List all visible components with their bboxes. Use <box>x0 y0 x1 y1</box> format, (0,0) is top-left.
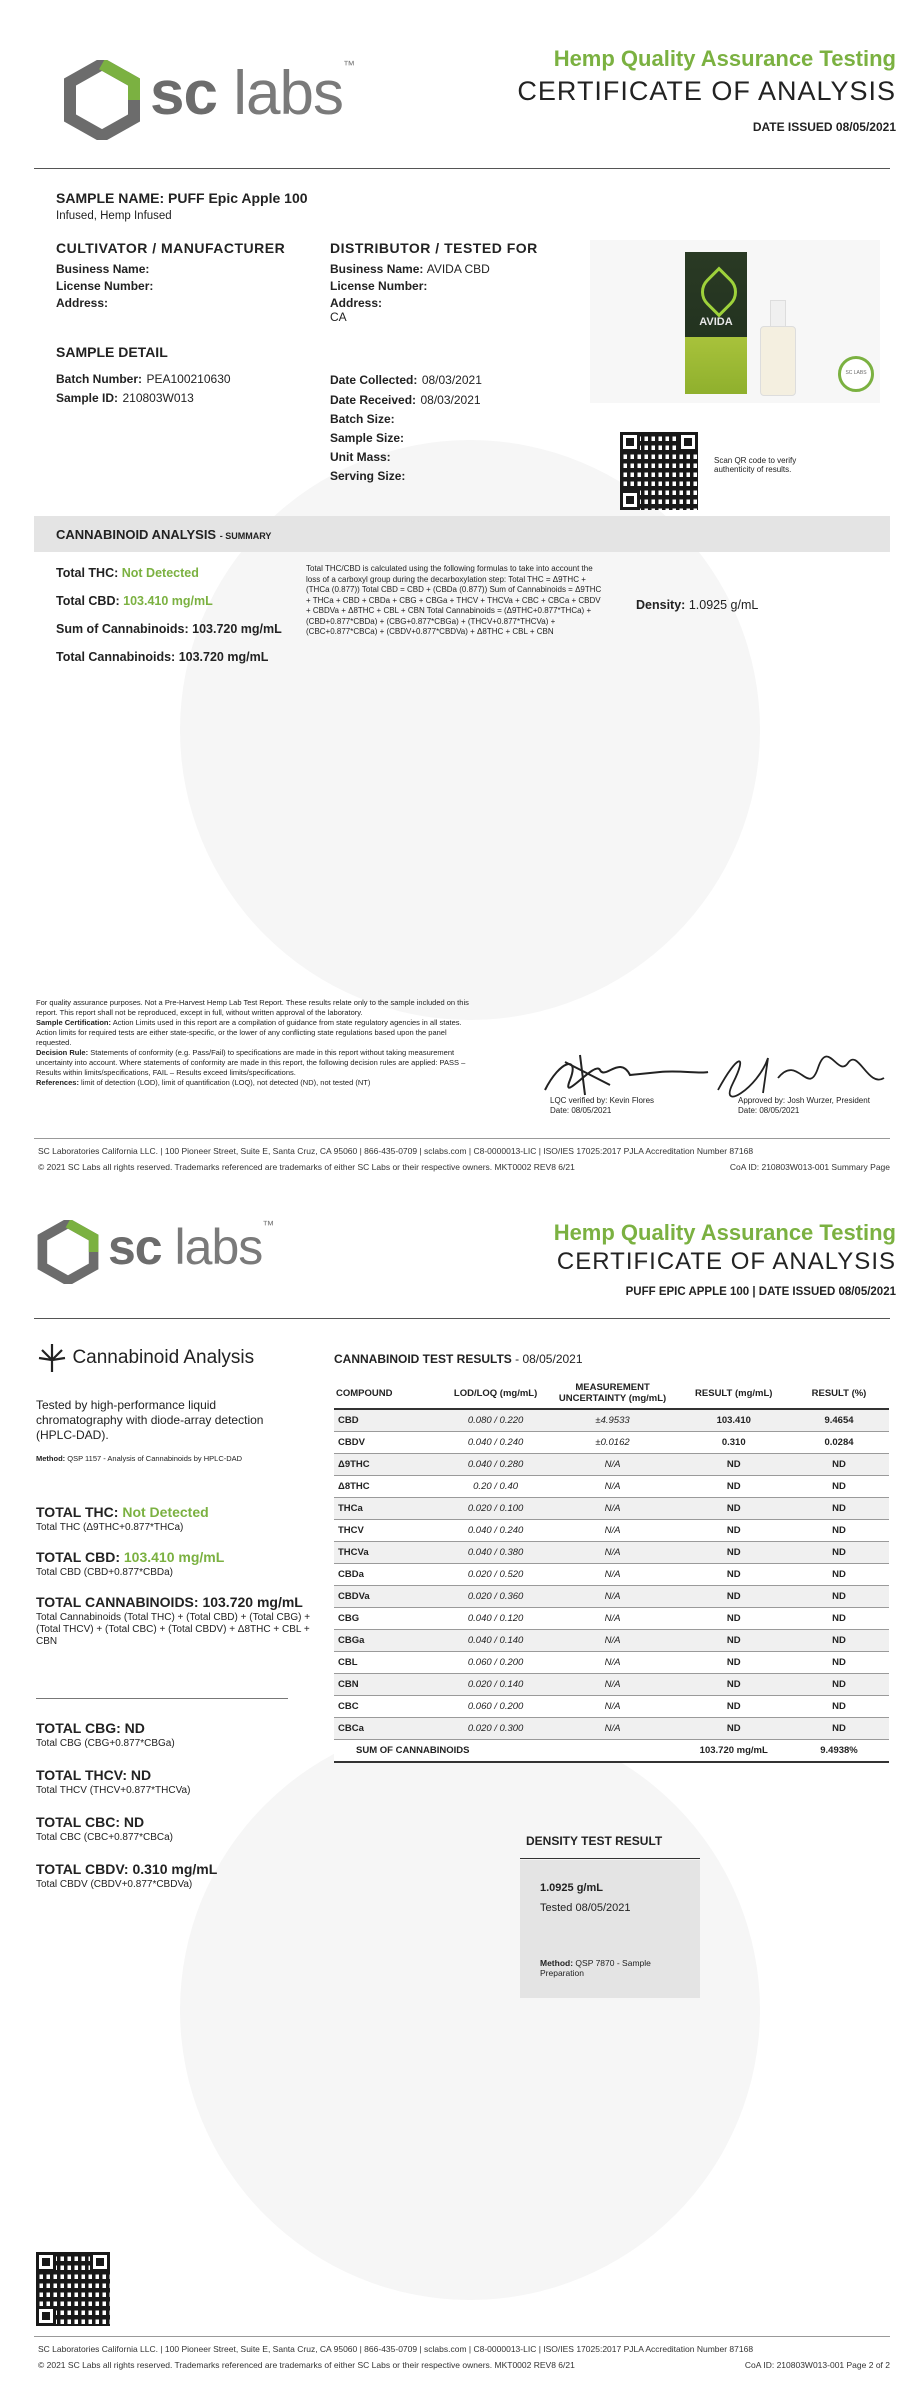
table-cell-result-pct: ND <box>789 1674 889 1696</box>
table-cell-compound: CBD <box>334 1409 445 1432</box>
summary-sum-cannabinoids: Sum of Cannabinoids: 103.720 mg/mL <box>56 622 282 636</box>
table-row <box>334 1696 889 1718</box>
table-row <box>334 1564 889 1586</box>
table-cell-result-mg: 103.410 <box>678 1409 789 1432</box>
table-cell-result-mg: ND <box>678 1652 789 1674</box>
disclaimer-decision: Decision Rule: Statements of conformity (e.g. Pass/Fail) to specifications are made in this report without taking measurement uncertainty into account. Where statements of conformity are made in this report, the following decision rules are applied: PASS – Results within limits/specifications, FAIL – Results exceed limits/specifications. <box>36 1048 466 1077</box>
table-cell-result-mg: ND <box>678 1608 789 1630</box>
table-row <box>334 1476 889 1498</box>
formula-text: Total THC/CBD is calculated using the following formulas to take into account the loss of a carboxyl group during the decarboxylation step: Total THC = Δ9THC + (THCa (0.877)) Total CBD = CBD + (CBDa (0.877)) Sum of Cannabinoids = Δ9THC + THCa + CBD + CBDa + CBG + CBGa + THCV + THCVa + CBC + CBCa + CBDV + CBDVa + Δ8THC + CBL + CBN Total Cannabinoids = (Δ9THC+0.877*THCa) + (CBD+0.877*CBDa) + (CBG+0.877*CBGa) + (THCV+0.877*THCVa) + (CBC+0.877*CBCa) + (CBDV+0.877*CBDVa) + Δ8THC + CBL + CBN <box>306 564 602 636</box>
date-issued: DATE ISSUED 08/05/2021 <box>752 120 896 134</box>
total-cbg: TOTAL CBG: ND <box>36 1720 145 1736</box>
table-cell-result-mg: ND <box>678 1630 789 1652</box>
total-cannabinoids-formula: Total Cannabinoids (Total THC) + (Total CBD) + (Total CBG) + (Total THCV) + (Total CBC) + (Total CBDV) + Δ8THC + CBL + CBN <box>36 1612 311 1647</box>
table-cell-result-pct: ND <box>789 1718 889 1740</box>
cultivator-business-name: Business Name: <box>56 262 150 276</box>
table-row <box>334 1718 889 1740</box>
table-cell-result-pct: ND <box>789 1520 889 1542</box>
table-cell-compound: CBL <box>334 1652 445 1674</box>
badge-text: SC LABS <box>845 370 867 376</box>
cultivator-license: License Number: <box>56 279 154 293</box>
hemp-qa-title: Hemp Quality Assurance Testing <box>553 46 896 71</box>
sc-labs-logo <box>62 58 362 148</box>
product-box-text: AVIDA <box>699 316 733 328</box>
total-thcv-formula: Total THCV (THCV+0.877*THCVa) <box>36 1785 191 1796</box>
product-box <box>685 252 747 394</box>
table-cell-lod-loq: 0.040 / 0.140 <box>445 1630 547 1652</box>
table-row <box>334 1586 889 1608</box>
table-cell-result-pct: ND <box>789 1652 889 1674</box>
table-cell-compound: CBCa <box>334 1718 445 1740</box>
table-cell-compound: CBDV <box>334 1432 445 1454</box>
table-cell-result-pct: ND <box>789 1476 889 1498</box>
table-cell-uncertainty: N/A <box>547 1652 679 1674</box>
table-cell-uncertainty: N/A <box>547 1674 679 1696</box>
cultivator-block <box>56 240 316 310</box>
summary-total-cbd: Total CBD: 103.410 mg/mL <box>56 594 213 608</box>
col-compound: COMPOUND <box>334 1378 445 1409</box>
table-cell-result-pct: ND <box>789 1542 889 1564</box>
distributor-block <box>330 240 570 324</box>
product-date-line: PUFF EPIC APPLE 100 | DATE ISSUED 08/05/2021 <box>625 1286 896 1298</box>
coa-title: CERTIFICATE OF ANALYSIS <box>556 1248 896 1275</box>
table-cell-compound: CBG <box>334 1608 445 1630</box>
total-thcv: TOTAL THCV: ND <box>36 1767 152 1783</box>
sample-id: Sample ID: 210803W013 <box>56 391 194 405</box>
density-title: DENSITY TEST RESULT <box>526 1834 663 1848</box>
col-result-pct: RESULT (%) <box>789 1378 889 1409</box>
product-bottle <box>760 300 794 394</box>
sample-subtitle: Infused, Hemp Infused <box>56 210 172 222</box>
distributor-address: Address: <box>330 296 383 310</box>
serving-size: Serving Size: <box>330 469 406 483</box>
table-cell-uncertainty: N/A <box>547 1586 679 1608</box>
footer-line1: SC Laboratories California LLC. | 100 Pioneer Street, Suite E, Santa Cruz, CA 95060 | 866-435-0709 | sclabs.com | C8-0000013-LIC | ISO/IES 17025:2017 PJLA Accreditation Number 87168 <box>38 2344 754 2354</box>
density-value: 1.0925 g/mL <box>540 1882 603 1894</box>
table-cell-result-pct: ND <box>789 1630 889 1652</box>
col-uncertainty: MEASUREMENT UNCERTAINTY (mg/mL) <box>547 1378 679 1409</box>
table-cell-lod-loq: 0.20 / 0.40 <box>445 1476 547 1498</box>
left-divider <box>36 1698 288 1699</box>
table-cell-result-pct: ND <box>789 1564 889 1586</box>
table-cell-compound: THCV <box>334 1520 445 1542</box>
total-cbg-formula: Total CBG (CBG+0.877*CBGa) <box>36 1738 175 1749</box>
batch-number: Batch Number: PEA100210630 <box>56 372 231 386</box>
total-cbd-formula: Total CBD (CBD+0.877*CBDa) <box>36 1567 173 1578</box>
table-row <box>334 1498 889 1520</box>
table-row <box>334 1409 889 1432</box>
total-cbc: TOTAL CBC: ND <box>36 1814 145 1830</box>
sample-size: Sample Size: <box>330 431 405 445</box>
table-cell-compound: THCa <box>334 1498 445 1520</box>
table-cell-result-pct: 9.4654 <box>789 1409 889 1432</box>
signature-right-caption: Approved by: Josh Wurzer, President Date: 08/05/2021 <box>738 1096 870 1115</box>
qr-note: Scan QR code to verify authenticity of results. <box>714 456 797 474</box>
verification-qr-code[interactable] <box>36 2252 110 2326</box>
total-cannabinoids: TOTAL CANNABINOIDS: 103.720 mg/mL <box>36 1594 303 1610</box>
unit-mass: Unit Mass: <box>330 450 391 464</box>
distributor-address-value: CA <box>330 310 347 324</box>
cultivator-address: Address: <box>56 296 109 310</box>
summary-density: Density: 1.0925 g/mL <box>636 598 759 612</box>
table-cell-result-mg: 0.310 <box>678 1432 789 1454</box>
sc-labs-logo <box>36 1218 336 1298</box>
hexagon-logo-icon <box>36 1220 100 1284</box>
table-cell-lod-loq: 0.020 / 0.300 <box>445 1718 547 1740</box>
signature-right <box>708 1048 888 1100</box>
product-image <box>590 240 880 403</box>
results-title: CANNABINOID TEST RESULTS - 08/05/2021 <box>334 1352 583 1366</box>
density-box <box>520 1860 700 1998</box>
total-thc: TOTAL THC: Not Detected <box>36 1504 209 1520</box>
table-cell-uncertainty: ±4.9533 <box>547 1409 679 1432</box>
table-cell-lod-loq: 0.060 / 0.200 <box>445 1652 547 1674</box>
cannabinoid-results-table <box>334 1378 889 1763</box>
page-detail <box>0 1190 924 2388</box>
table-cell-lod-loq: 0.060 / 0.200 <box>445 1696 547 1718</box>
table-cell-result-mg: ND <box>678 1498 789 1520</box>
density-divider <box>520 1858 700 1859</box>
analysis-method: Method: QSP 1157 - Analysis of Cannabinoids by HPLC-DAD <box>36 1454 243 1463</box>
totals-block <box>36 1504 336 1648</box>
table-cell-result-pct: 0.0284 <box>789 1432 889 1454</box>
table-cell-lod-loq: 0.040 / 0.380 <box>445 1542 547 1564</box>
table-cell-lod-loq: 0.020 / 0.140 <box>445 1674 547 1696</box>
table-cell-uncertainty: ±0.0162 <box>547 1432 679 1454</box>
table-cell-result-pct: ND <box>789 1696 889 1718</box>
table-cell-uncertainty: N/A <box>547 1454 679 1476</box>
density-method: Method: QSP 7870 - Sample Preparation <box>540 1958 651 1978</box>
footer-line2: © 2021 SC Labs all rights reserved. Trademarks referenced are trademarks of either SC Labs or their respective owners. MKT0002 REV8 6/21 <box>38 2360 575 2370</box>
summary-total-cannabinoids: Total Cannabinoids: 103.720 mg/mL <box>56 650 269 664</box>
signature-left-caption: LQC verified by: Kevin Flores Date: 08/05/2021 <box>550 1096 655 1115</box>
table-cell-lod-loq: 0.020 / 0.100 <box>445 1498 547 1520</box>
disclaimer-references: References: limit of detection (LOD), limit of quantification (LOQ), not detected (ND), not tested (NT) <box>36 1078 371 1087</box>
table-row <box>334 1608 889 1630</box>
table-cell-compound: CBN <box>334 1674 445 1696</box>
signature-left <box>540 1050 710 1100</box>
sample-detail-right <box>330 370 482 486</box>
total-cbc-formula: Total CBC (CBC+0.877*CBCa) <box>36 1832 173 1843</box>
col-lod-loq: LOD/LOQ (mg/mL) <box>445 1378 547 1409</box>
date-received: Date Received: 08/03/2021 <box>330 393 481 407</box>
cannabinoid-analysis-title: Cannabinoid Analysis <box>36 1342 254 1374</box>
table-row <box>334 1520 889 1542</box>
sample-detail-heading: SAMPLE DETAIL <box>56 344 168 360</box>
logo-wordmark: sc labs™ <box>150 58 354 128</box>
table-cell-uncertainty: N/A <box>547 1542 679 1564</box>
table-header-row <box>334 1378 889 1409</box>
table-row <box>334 1432 889 1454</box>
table-cell-compound: CBDVa <box>334 1586 445 1608</box>
date-collected: Date Collected: 08/03/2021 <box>330 373 482 387</box>
cultivator-heading: CULTIVATOR / MANUFACTURER <box>56 240 286 256</box>
disclaimer-certification: Sample Certification: Action Limits used in this report are a compilation of guidance from state regulatory agencies in all states. Action limits for required tests are either state-specific, or the lower of any conflicting state regulations based upon the panel requested. <box>36 1018 462 1047</box>
footer-coa-id: CoA ID: 210803W013-001 Page 2 of 2 <box>744 2360 890 2370</box>
summary-total-thc: Total THC: Not Detected <box>56 566 199 580</box>
table-cell-result-pct: ND <box>789 1498 889 1520</box>
table-row <box>334 1542 889 1564</box>
summary-bar <box>34 516 890 552</box>
sample-name: SAMPLE NAME: PUFF Epic Apple 100 <box>56 190 308 206</box>
sum-mg: 103.720 mg/mL <box>678 1740 789 1763</box>
table-cell-uncertainty: N/A <box>547 1476 679 1498</box>
table-cell-result-pct: ND <box>789 1586 889 1608</box>
table-cell-uncertainty: N/A <box>547 1520 679 1542</box>
distributor-heading: DISTRIBUTOR / TESTED FOR <box>330 240 538 256</box>
summary-values <box>56 566 282 664</box>
footer-divider <box>34 2336 890 2337</box>
table-cell-lod-loq: 0.040 / 0.120 <box>445 1608 547 1630</box>
table-cell-lod-loq: 0.040 / 0.280 <box>445 1454 547 1476</box>
logo-wordmark: sc labs™ <box>108 1218 274 1275</box>
disclaimer <box>36 998 476 1088</box>
results-table-wrap <box>334 1378 889 1763</box>
footer-divider <box>34 1138 890 1139</box>
table-cell-lod-loq: 0.020 / 0.360 <box>445 1586 547 1608</box>
table-row <box>334 1454 889 1476</box>
table-cell-lod-loq: 0.080 / 0.220 <box>445 1409 547 1432</box>
distributor-license: License Number: <box>330 279 428 293</box>
page-summary <box>0 0 924 1190</box>
table-cell-lod-loq: 0.040 / 0.240 <box>445 1520 547 1542</box>
analysis-description: Tested by high-performance liquid chromatography with diode-array detection (HPLC-DAD). <box>36 1398 264 1442</box>
disclaimer-intro: For quality assurance purposes. Not a Pre-Harvest Hemp Lab Test Report. These results relate only to the sample included on this report. This report shall not be reproduced, except in full, without written approval of the laboratory. <box>36 998 469 1017</box>
verification-qr-code[interactable] <box>620 432 698 510</box>
col-result-mg: RESULT (mg/mL) <box>678 1378 789 1409</box>
table-cell-result-mg: ND <box>678 1586 789 1608</box>
table-cell-result-mg: ND <box>678 1454 789 1476</box>
sum-pct: 9.4938% <box>789 1740 889 1763</box>
distributor-business-name: Business Name: AVIDA CBD <box>330 262 490 276</box>
table-cell-result-pct: ND <box>789 1454 889 1476</box>
table-cell-result-mg: ND <box>678 1520 789 1542</box>
sum-label: SUM OF CANNABINOIDS <box>334 1740 678 1763</box>
total-cbdv: TOTAL CBDV: 0.310 mg/mL <box>36 1861 218 1877</box>
table-cell-compound: CBGa <box>334 1630 445 1652</box>
table-cell-result-mg: ND <box>678 1542 789 1564</box>
sum-row <box>334 1740 889 1763</box>
footer-line2: © 2021 SC Labs all rights reserved. Trademarks referenced are trademarks of either SC Labs or their respective owners. MKT0002 REV8 6/21 <box>38 1162 575 1172</box>
table-row <box>334 1674 889 1696</box>
table-row <box>334 1630 889 1652</box>
hexagon-logo-icon <box>62 60 142 140</box>
table-row <box>334 1652 889 1674</box>
table-cell-result-pct: ND <box>789 1608 889 1630</box>
footer-line1: SC Laboratories California LLC. | 100 Pioneer Street, Suite E, Santa Cruz, CA 95060 | 866-435-0709 | sclabs.com | C8-0000013-LIC | ISO/IES 17025:2017 PJLA Accreditation Number 87168 <box>38 1146 754 1156</box>
table-cell-uncertainty: N/A <box>547 1718 679 1740</box>
total-cbd: TOTAL CBD: 103.410 mg/mL <box>36 1549 225 1565</box>
footer-coa-id: CoA ID: 210803W013-001 Summary Page <box>729 1162 890 1172</box>
table-cell-compound: THCVa <box>334 1542 445 1564</box>
total-cbdv-formula: Total CBDV (CBDV+0.877*CBDVa) <box>36 1879 193 1890</box>
cannabis-leaf-icon <box>36 1342 68 1374</box>
table-cell-result-mg: ND <box>678 1696 789 1718</box>
table-cell-compound: CBDa <box>334 1564 445 1586</box>
table-cell-result-mg: ND <box>678 1674 789 1696</box>
table-cell-lod-loq: 0.020 / 0.520 <box>445 1564 547 1586</box>
table-cell-lod-loq: 0.040 / 0.240 <box>445 1432 547 1454</box>
minor-totals <box>36 1720 336 1890</box>
table-cell-compound: CBC <box>334 1696 445 1718</box>
table-cell-result-mg: ND <box>678 1476 789 1498</box>
table-cell-uncertainty: N/A <box>547 1696 679 1718</box>
summary-heading: CANNABINOID ANALYSIS - SUMMARY <box>56 527 272 542</box>
table-cell-compound: Δ8THC <box>334 1476 445 1498</box>
coa-title: CERTIFICATE OF ANALYSIS <box>517 76 896 106</box>
batch-size: Batch Size: <box>330 412 395 426</box>
table-cell-uncertainty: N/A <box>547 1564 679 1586</box>
table-cell-compound: Δ9THC <box>334 1454 445 1476</box>
header-divider <box>34 168 890 169</box>
table-cell-result-mg: ND <box>678 1564 789 1586</box>
table-cell-uncertainty: N/A <box>547 1630 679 1652</box>
table-cell-result-mg: ND <box>678 1718 789 1740</box>
table-cell-uncertainty: N/A <box>547 1498 679 1520</box>
table-cell-uncertainty: N/A <box>547 1608 679 1630</box>
sc-labs-badge-icon <box>838 356 874 392</box>
density-tested: Tested 08/05/2021 <box>540 1902 631 1914</box>
hemp-qa-title: Hemp Quality Assurance Testing <box>553 1220 896 1245</box>
total-thc-formula: Total THC (Δ9THC+0.877*THCa) <box>36 1522 184 1533</box>
header-divider <box>34 1318 890 1319</box>
